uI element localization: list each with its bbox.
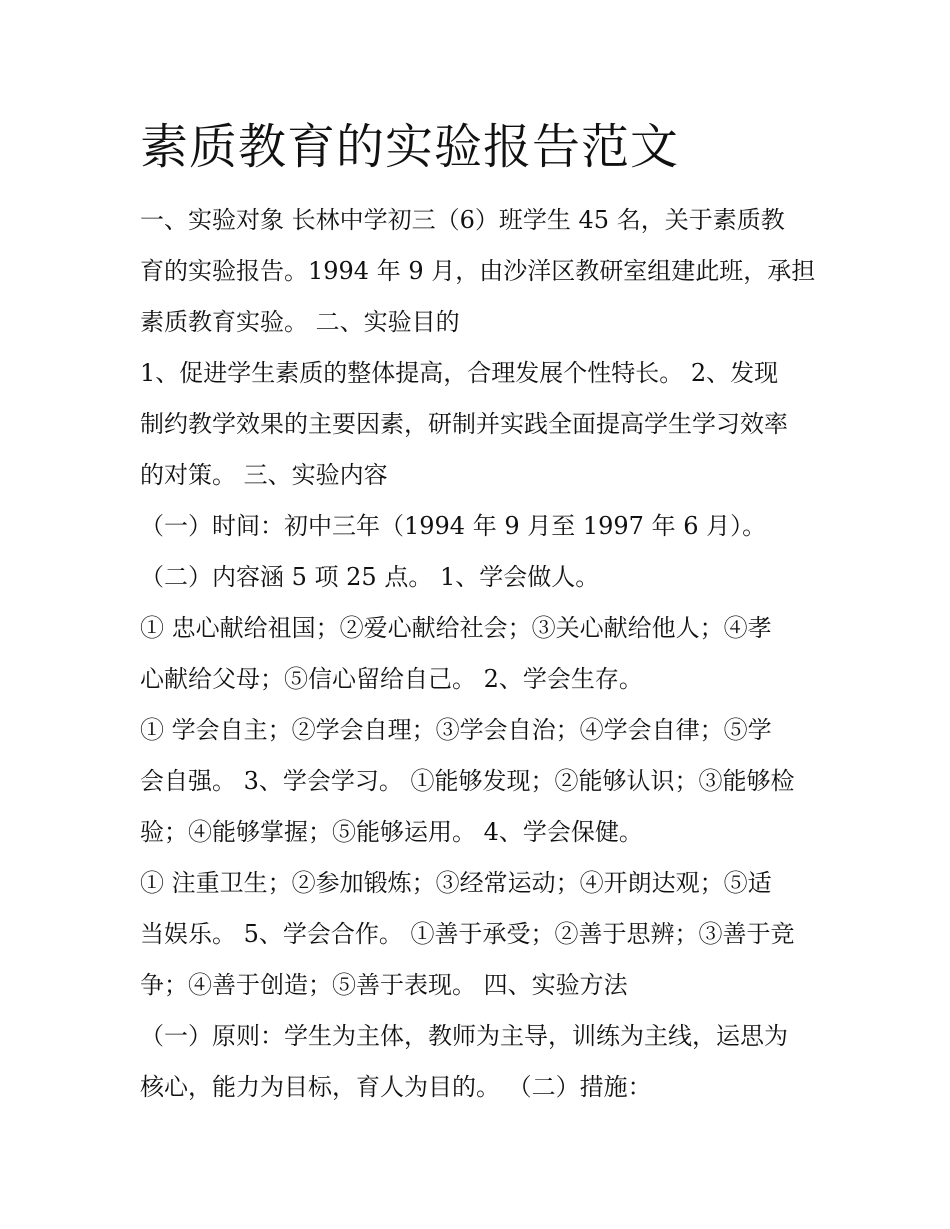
document-title: 素质教育的实验报告范文 xyxy=(140,119,680,175)
text-line-8: （二）内容涵 5 项 25 点。 1、学会做人。 xyxy=(140,563,600,591)
text-line-17: （一）原则：学生为主体，教师为主导，训练为主线，运思为 xyxy=(140,1022,788,1050)
text-line-4: 1、促进学生素质的整体提高，合理发展个性特长。 2、发现 xyxy=(140,359,779,387)
text-line-3: 素质教育实验。 二、实验目的 xyxy=(140,308,460,336)
text-line-1: 一、实验对象 长林中学初三（6）班学生 45 名，关于素质教 xyxy=(140,206,785,234)
text-line-18: 核心，能力为目标，育人为目的。 （二）措施： xyxy=(140,1073,652,1101)
text-line-5: 制约教学效果的主要因素，研制并实践全面提高学生学习效率 xyxy=(140,410,788,438)
text-line-10: 心献给父母；⑤信心留给自己。 2、学会生存。 xyxy=(140,665,643,693)
text-line-15: 当娱乐。 5、学会合作。 ①善于承受；②善于思辨；③善于竞 xyxy=(140,920,795,948)
text-line-2: 育的实验报告。1994 年 9 月，由沙洋区教研室组建此班，承担 xyxy=(140,257,816,285)
text-line-6: 的对策。 三、实验内容 xyxy=(140,461,388,489)
text-line-13: 验；④能够掌握；⑤能够运用。 4、学会保健。 xyxy=(140,818,643,846)
text-line-11: ① 学会自主；②学会自理；③学会自治；④学会自律；⑤学 xyxy=(140,716,772,744)
text-line-14: ① 注重卫生；②参加锻炼；③经常运动；④开朗达观；⑤适 xyxy=(140,869,772,897)
text-line-7: （一）时间：初中三年（1994 年 9 月至 1997 年 6 月）。 xyxy=(140,512,767,540)
text-line-12: 会自强。 3、学会学习。 ①能够发现；②能够认识；③能够检 xyxy=(140,767,795,795)
text-line-16: 争；④善于创造；⑤善于表现。 四、实验方法 xyxy=(140,971,628,999)
text-line-9: ① 忠心献给祖国；②爱心献给社会；③关心献给他人；④孝 xyxy=(140,614,772,642)
